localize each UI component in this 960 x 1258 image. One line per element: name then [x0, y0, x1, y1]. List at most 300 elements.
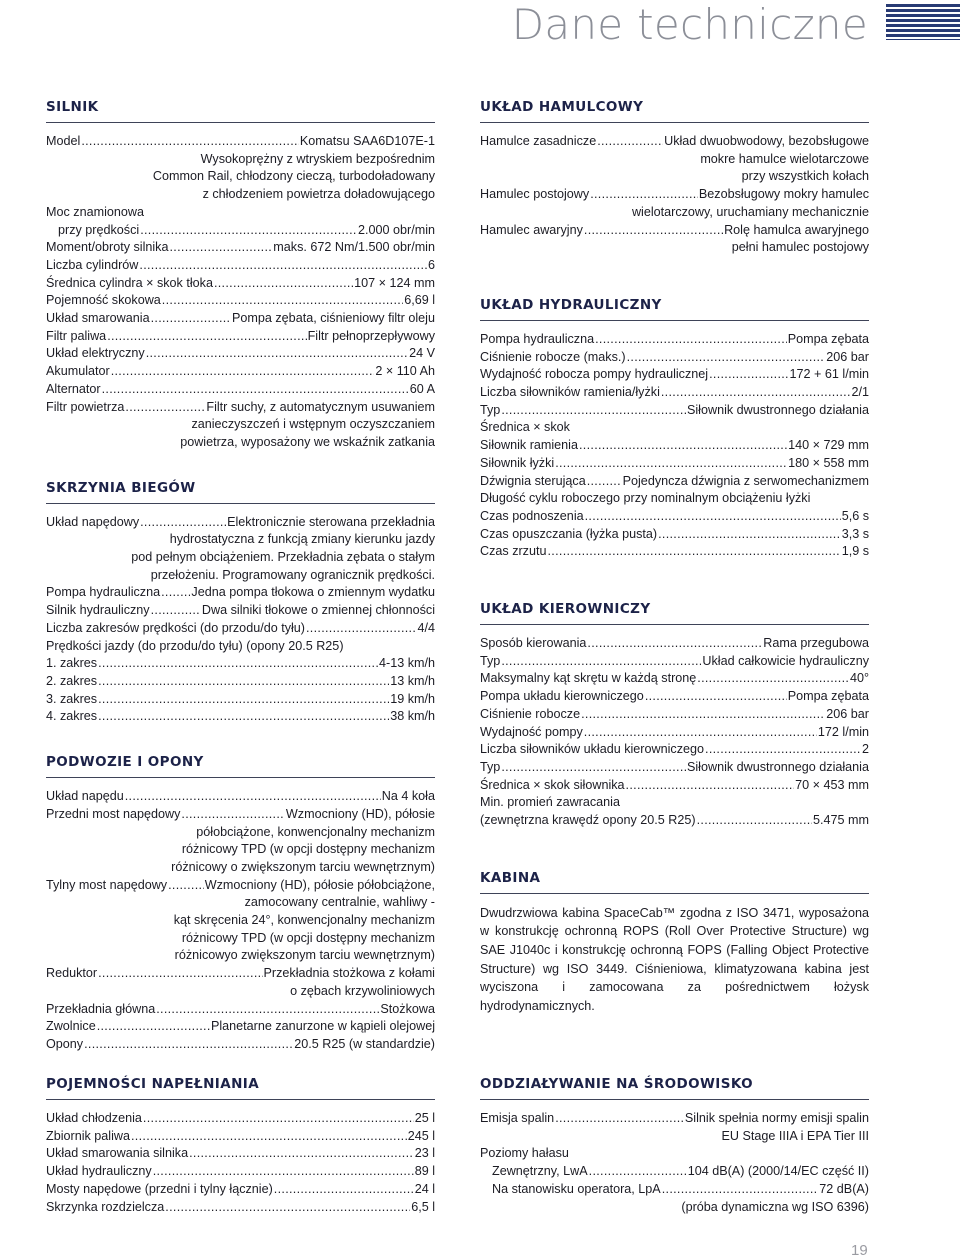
spec-label: Średnica × skok siłownika [480, 777, 625, 792]
spec-text: Długość cyklu roboczego przy nominalnym obciążeniu łyżki [480, 491, 811, 506]
spec-row [480, 186, 869, 204]
spec-label: Tylny most napędowy [46, 877, 168, 892]
spec-label: Pompa hydrauliczna [46, 585, 161, 600]
spec-row [480, 133, 869, 151]
spec-row [480, 724, 869, 742]
spec-list [46, 514, 435, 726]
spec-value: 172 l/min [817, 724, 869, 739]
section-silnik [46, 99, 435, 452]
dot-leader [170, 239, 273, 257]
spec-label: Wydajność pompy [480, 724, 583, 739]
spec-row [46, 1163, 435, 1181]
dot-leader [501, 653, 701, 671]
spec-value: 140 × 729 mm [788, 438, 869, 453]
dot-leader [581, 706, 825, 724]
dot-leader [274, 1181, 414, 1199]
spec-value: 23 l [414, 1146, 435, 1161]
section-title: POJEMNOŚCI NAPEŁNIANIA [46, 1076, 435, 1100]
spec-row [480, 222, 869, 240]
spec-label: 4. zakres [46, 709, 98, 724]
dot-leader [587, 473, 622, 491]
spec-value: 6,5 l [411, 1199, 435, 1214]
dot-leader [590, 186, 698, 204]
spec-label: przy prędkości [58, 222, 140, 237]
spec-value: Układ całkowicie hydrauliczny [702, 653, 869, 668]
spec-value: 38 km/h [390, 709, 435, 724]
spec-row [46, 965, 435, 983]
spec-row [46, 788, 435, 806]
section-srodowisko [480, 1076, 869, 1216]
dot-leader [107, 328, 306, 346]
spec-continuation: pełni hamulec postojowy [731, 240, 869, 255]
spec-label: Dźwignia sterująca [480, 473, 586, 488]
spec-label: Pompa układu kierowniczego [480, 689, 644, 704]
spec-label: Liczba zakresów prędkości (do przodu/do tyłu) [46, 620, 305, 635]
spec-label: Układ napędu [46, 789, 124, 804]
spec-row [46, 381, 435, 399]
section-title: KABINA [480, 870, 869, 894]
dot-leader [111, 363, 375, 381]
dot-leader [143, 1110, 414, 1128]
spec-continuation: zamocowany centralnie, wahliwy - [244, 895, 435, 910]
spec-value: Rama przegubowa [763, 636, 869, 651]
spec-label: Zewnętrzny, LwA [492, 1164, 588, 1179]
dot-leader [168, 877, 204, 895]
spec-row [46, 602, 435, 620]
spec-value: Filtr suchy, z automatycznym usuwaniem [206, 399, 435, 414]
spec-row [480, 653, 869, 671]
spec-label: Liczba cylindrów [46, 257, 139, 272]
spec-row [480, 543, 869, 561]
spec-label: Pompa hydrauliczna [480, 331, 595, 346]
spec-value: 107 × 124 mm [354, 275, 435, 290]
dot-leader [501, 759, 686, 777]
spec-row [46, 1036, 435, 1054]
spec-label: Układ hydrauliczny [46, 1164, 152, 1179]
spec-label: 2. zakres [46, 673, 98, 688]
spec-text: Poziomy hałasu [480, 1146, 569, 1161]
spec-row [46, 310, 435, 328]
spec-label: Mosty napędowe (przedni i tylny łącznie) [46, 1181, 273, 1196]
column-bottom-right [480, 1076, 869, 1216]
dot-leader [697, 670, 849, 688]
spec-row [480, 741, 869, 759]
dot-leader [709, 366, 788, 384]
dot-leader [162, 292, 403, 310]
dot-leader [189, 1145, 414, 1163]
spec-label: Hamulce zasadnicze [480, 134, 597, 148]
spec-row [480, 384, 869, 402]
spec-value: 4-13 km/h [379, 656, 435, 671]
spec-continuation: różnicowy TPD (w opcji dostępny mechanizm [181, 842, 435, 857]
spec-row [480, 437, 869, 455]
spec-value: 6,69 l [404, 293, 435, 308]
spec-row [46, 620, 435, 638]
spec-value: 180 × 558 mm [788, 455, 869, 470]
spec-value: Pojedyncza dźwignia z serwomechanizmem [622, 473, 869, 488]
dot-leader [98, 673, 389, 691]
spec-row [46, 292, 435, 310]
dot-leader [661, 384, 851, 402]
dot-leader [595, 331, 787, 349]
spec-row [46, 1018, 435, 1036]
spec-value: Pompa zębata [787, 331, 869, 346]
column-bottom-left [46, 1076, 435, 1216]
section-title: PODWOZIE I OPONY [46, 754, 435, 778]
spec-label: Model [46, 134, 81, 148]
spec-label: Na stanowisku operatora, LpA [492, 1181, 661, 1196]
spec-value: Komatsu SAA6D107E-1 [299, 134, 435, 148]
spec-row [46, 1145, 435, 1163]
spec-label: Silnik hydrauliczny [46, 603, 150, 618]
page-number: 19 [851, 1242, 868, 1258]
spec-label: (zewnętrzna krawędź opony 20.5 R25) [480, 813, 696, 828]
dot-leader [306, 620, 416, 638]
spec-row [46, 673, 435, 691]
spec-continuation: EU Stage IIIA i EPA Tier III [721, 1128, 869, 1143]
spec-row [46, 655, 435, 673]
spec-text: Min. promień zawracania [480, 795, 620, 810]
spec-value: 24 V [409, 346, 435, 361]
spec-continuation: powietrza, wyposażony we wskaźnik zatkania [180, 434, 435, 449]
spec-list [480, 635, 869, 830]
dot-leader [131, 1128, 407, 1146]
spec-value: Dwa silniki tłokowe o zmiennej chłonności [201, 603, 435, 618]
spec-label: Siłownik łyżki [480, 455, 555, 470]
spec-value: Jedna pompa tłokowa o zmiennym wydatku [191, 585, 435, 600]
spec-value: 6 [427, 257, 435, 272]
spec-label: Układ smarowania [46, 311, 150, 326]
dot-leader [98, 691, 389, 709]
spec-list [480, 331, 869, 561]
spec-row [46, 328, 435, 346]
dot-leader [626, 777, 795, 795]
spec-row [46, 691, 435, 709]
spec-continuation: różnicowy TPD (w opcji dostępny mechanizm [181, 930, 435, 945]
spec-label: Układ elektryczny [46, 346, 145, 361]
spec-value: maks. 672 Nm/1.500 obr/min [273, 240, 435, 255]
spec-label: Ciśnienie robocze (maks.) [480, 349, 626, 364]
dot-leader [589, 1163, 687, 1181]
dot-leader [139, 257, 427, 275]
dot-leader [705, 741, 861, 759]
spec-list [480, 133, 869, 257]
spec-continuation: hydrostatyczna z funkcją zmiany kierunku jazdy [169, 532, 435, 547]
section-podwozie [46, 754, 435, 1054]
spec-list [46, 133, 435, 452]
spec-row [480, 1110, 869, 1128]
spec-value: 89 l [414, 1164, 435, 1179]
spec-text: Moc znamionowa [46, 204, 144, 219]
spec-value: 245 l [407, 1128, 435, 1143]
spec-row [480, 759, 869, 777]
spec-value: 5,6 s [841, 508, 869, 523]
dot-leader [579, 437, 787, 455]
spec-row [46, 806, 435, 824]
spec-value: 72 dB(A) [819, 1181, 869, 1196]
spec-row [46, 363, 435, 381]
dot-leader [98, 965, 262, 983]
dot-leader [627, 349, 826, 367]
dot-leader [181, 806, 285, 824]
spec-value: 13 km/h [390, 673, 435, 688]
dot-leader [548, 543, 841, 561]
spec-continuation: o zębach krzywoliniowych [290, 983, 435, 998]
dot-leader [645, 688, 787, 706]
spec-continuation: przełożeniu. Programowany ogranicznik prędkości. [150, 567, 435, 582]
spec-row [46, 222, 435, 240]
spec-label: Pojemność skokowa [46, 293, 161, 308]
spec-value: 104 dB(A) (2000/14/EC część II) [687, 1164, 869, 1179]
spec-list [480, 1110, 869, 1216]
spec-row [46, 1001, 435, 1019]
dot-leader [555, 455, 787, 473]
spec-row [480, 366, 869, 384]
spec-value: 206 bar [826, 706, 869, 721]
page-title: Dane techniczne [511, 0, 868, 49]
dot-leader [584, 222, 723, 240]
spec-value: Wzmocniony (HD), półosie półobciążone, [204, 877, 435, 892]
spec-label: Typ [480, 653, 501, 668]
spec-value: 3,3 s [841, 526, 869, 541]
spec-row [46, 1181, 435, 1199]
spec-label: Skrzynka rozdzielcza [46, 1199, 165, 1214]
spec-list [46, 1110, 435, 1216]
spec-value: 2 [861, 742, 869, 757]
spec-row [46, 133, 435, 151]
spec-value: Siłownik dwustronnego działania [686, 402, 869, 417]
dot-leader [151, 310, 231, 328]
spec-value: 2.000 obr/min [357, 222, 435, 237]
spec-value: Wzmocniony (HD), półosie [285, 806, 435, 821]
spec-value: Bezobsługowy mokry hamulec [698, 187, 869, 202]
dot-leader [153, 1163, 414, 1181]
spec-label: 1. zakres [46, 656, 98, 671]
spec-value: Pompa zębata [787, 689, 869, 704]
spec-row [46, 1110, 435, 1128]
spec-label: 3. zakres [46, 691, 98, 706]
spec-label: Układ smarowania silnika [46, 1146, 189, 1161]
dot-leader [146, 345, 408, 363]
dot-leader [587, 635, 762, 653]
spec-value: 4/4 [417, 620, 435, 635]
spec-row [46, 399, 435, 417]
dot-leader [98, 655, 378, 673]
dot-leader [597, 133, 663, 151]
header-stripes-logo [886, 4, 960, 40]
spec-value: 60 A [409, 381, 435, 396]
spec-label: Alternator [46, 381, 101, 396]
spec-row [480, 688, 869, 706]
spec-value: 2/1 [851, 385, 869, 400]
spec-label: Sposób kierowania [480, 636, 587, 651]
spec-row [46, 877, 435, 895]
dot-leader [165, 1199, 410, 1217]
spec-label: Czas podnoszenia [480, 508, 584, 523]
spec-value: 40° [849, 671, 869, 686]
spec-label: Liczba siłowników układu kierowniczego [480, 742, 705, 757]
spec-label: Filtr paliwa [46, 328, 107, 343]
spec-value: Układ dwuobwodowy, bezobsługowe [664, 134, 869, 148]
spec-row [46, 514, 435, 532]
spec-row [480, 402, 869, 420]
spec-continuation: półobciążone, konwencjonalny mechanizm [196, 824, 435, 839]
spec-row [46, 345, 435, 363]
section-kabina [480, 870, 869, 1016]
spec-continuation: kąt skręcenia 24°, konwencjonalny mechanizm [173, 913, 435, 928]
spec-continuation: z chłodzeniem powietrza doładowującego [202, 187, 435, 202]
spec-row [480, 331, 869, 349]
spec-row [480, 706, 869, 724]
spec-list [46, 788, 435, 1054]
spec-row [480, 526, 869, 544]
dot-leader [84, 1036, 293, 1054]
spec-label: Średnica cylindra × skok tłoka [46, 275, 213, 290]
spec-label: Hamulec awaryjny [480, 222, 583, 237]
spec-label: Emisja spalin [480, 1111, 555, 1125]
spec-row [480, 508, 869, 526]
dot-leader [140, 514, 226, 532]
spec-text: Prędkości jazdy (do przodu/do tyłu) (opony 20.5 R25) [46, 638, 344, 653]
spec-label: Typ [480, 759, 501, 774]
spec-continuation: pod pełnym obciążeniem. Przekładnia zębata o stałym [131, 550, 435, 565]
spec-label: Liczba siłowników ramienia/łyżki [480, 385, 660, 400]
spec-row [46, 1199, 435, 1217]
column-right [480, 99, 869, 1015]
spec-continuation: różnicowy o zwiększonym tarciu wewnętrznym) [171, 859, 435, 874]
spec-continuation: przy wszystkich kołach [741, 169, 869, 184]
spec-value: 1,9 s [841, 544, 869, 559]
dot-leader [662, 1181, 819, 1199]
spec-label: Siłownik ramienia [480, 438, 578, 453]
spec-row [46, 708, 435, 726]
spec-text: Średnica × skok [480, 420, 570, 435]
spec-label: Filtr powietrza [46, 399, 125, 414]
spec-row [480, 1163, 869, 1181]
spec-continuation: Common Rail, chłodzony cieczą, turbodoładowany [152, 169, 435, 184]
spec-value: Przekładnia stożkowa z kołami [263, 966, 435, 981]
spec-value: 5.475 mm [813, 813, 869, 828]
spec-row [480, 349, 869, 367]
section-skrzynia [46, 480, 435, 726]
dot-leader [156, 1001, 379, 1019]
spec-value: 70 × 453 mm [795, 777, 869, 792]
spec-value: Filtr pełnoprzepływowy [307, 328, 435, 343]
spec-label: Maksymalny kąt skrętu w każdą stronę [480, 671, 697, 686]
spec-label: Przekładnia główna [46, 1001, 156, 1016]
kabina-description: Dwudrzwiowa kabina SpaceCab™ zgodna z ISO 3471, wyposażona w konstrukcję ochronną ROPS (Roll Over Protective Structure) wg SAE J1040c i konstrukcję ochronną FOPS (Falling Object Protective Structure) wg ISO 3449. Ciśnieniowa, klimatyzowana kabina jest wyciszona i zamocowana za pośrednictwem łożysk hydrodynamicznych. [480, 905, 869, 1013]
section-hamulce [480, 99, 869, 257]
spec-label: Reduktor [46, 966, 98, 981]
spec-label: Układ chłodzenia [46, 1111, 142, 1125]
dot-leader [697, 812, 812, 830]
spec-continuation: Wysokoprężny z wtryskiem bezpośrednim [200, 151, 435, 166]
section-title: SKRZYNIA BIEGÓW [46, 480, 435, 504]
spec-value: Stożkowa [380, 1001, 435, 1016]
column-left [46, 99, 435, 1054]
section-title: UKŁAD KIEROWNICZY [480, 601, 869, 625]
spec-row [46, 1128, 435, 1146]
dot-leader [151, 602, 201, 620]
dot-leader [98, 708, 389, 726]
spec-value: 2 × 110 Ah [375, 364, 435, 379]
spec-label: Układ napędowy [46, 514, 140, 529]
dot-leader [140, 222, 357, 240]
spec-value: 24 l [414, 1181, 435, 1196]
spec-label: Opony [46, 1036, 84, 1051]
spec-value: 206 bar [826, 349, 869, 364]
spec-label: Zwolnice [46, 1019, 96, 1034]
spec-row [46, 257, 435, 275]
spec-row [480, 455, 869, 473]
dot-leader [584, 724, 817, 742]
dot-leader [125, 399, 205, 417]
spec-row [46, 239, 435, 257]
spec-continuation: mokre hamulce wielotarczowe [700, 151, 869, 166]
spec-value: Silnik spełnia normy emisji spalin [684, 1111, 869, 1125]
spec-value: Na 4 koła [381, 789, 435, 804]
spec-row [480, 635, 869, 653]
spec-value: 25 l [414, 1111, 435, 1125]
spec-label: Zbiornik paliwa [46, 1128, 130, 1143]
dot-leader [214, 275, 353, 293]
spec-continuation: wielotarczowy, uruchamiany mechanicznie [631, 204, 869, 219]
dot-leader [81, 133, 299, 151]
spec-row [480, 1181, 869, 1199]
section-kierowniczy [480, 601, 869, 830]
spec-value: Planetarne zanurzone w kąpieli olejowej [210, 1019, 435, 1034]
spec-value: Rolę hamulca awaryjnego [724, 222, 869, 237]
section-title: ODDZIAŁYWANIE NA ŚRODOWISKO [480, 1076, 869, 1100]
spec-label: Akumulator [46, 364, 110, 379]
spec-value: 19 km/h [390, 691, 435, 706]
dot-leader [501, 402, 686, 420]
spec-value: Pompa zębata, ciśnieniowy filtr oleju [231, 311, 435, 326]
spec-continuation: zanieczyszczeń i wstępnym oczyszczaniem [191, 417, 435, 432]
spec-value: 172 + 61 l/min [789, 367, 869, 382]
spec-label: Ciśnienie robocze [480, 706, 581, 721]
spec-value: Siłownik dwustronnego działania [686, 759, 869, 774]
spec-row [46, 584, 435, 602]
spec-label: Moment/obroty silnika [46, 240, 169, 255]
spec-label: Czas zrzutu [480, 544, 547, 559]
section-title: SILNIK [46, 99, 435, 123]
spec-continuation: (próba dynamiczna wg ISO 6396) [681, 1199, 869, 1214]
spec-value: 20.5 R25 (w standardzie) [294, 1036, 435, 1051]
section-hydraulika [480, 297, 869, 561]
dot-leader [658, 526, 841, 544]
dot-leader [97, 1018, 210, 1036]
spec-label: Hamulec postojowy [480, 187, 590, 202]
spec-row [480, 473, 869, 491]
spec-label: Typ [480, 402, 501, 417]
dot-leader [161, 584, 190, 602]
spec-label: Przedni most napędowy [46, 806, 181, 821]
spec-label: Wydajność robocza pompy hydraulicznej [480, 367, 709, 382]
dot-leader [585, 508, 841, 526]
section-title: UKŁAD HYDRAULICZNY [480, 297, 869, 321]
dot-leader [102, 381, 409, 399]
spec-row [46, 275, 435, 293]
section-pojemnosci [46, 1076, 435, 1216]
spec-row [480, 670, 869, 688]
section-title: UKŁAD HAMULCOWY [480, 99, 869, 123]
spec-row [480, 812, 869, 830]
spec-label: Czas opuszczania (łyżka pusta) [480, 526, 658, 541]
spec-continuation: różnicowyo zwiększonym tarciu wewnętrznym) [174, 948, 435, 963]
spec-value: Elektronicznie sterowana przekładnia [227, 514, 435, 529]
dot-leader [555, 1110, 684, 1128]
